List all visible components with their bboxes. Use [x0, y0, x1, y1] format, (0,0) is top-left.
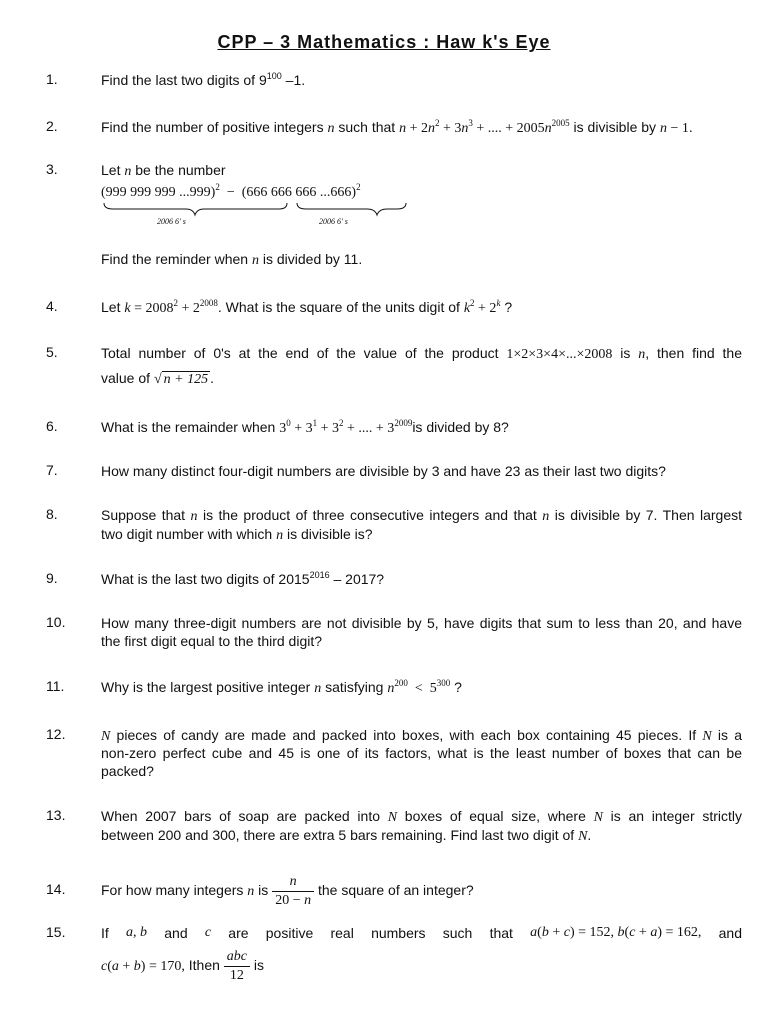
question-text: Let $k = 2008^2 + 2^{2008}$. What is the square of the units digit of $k^2 + 2^k$ ? — [101, 298, 513, 316]
math-expression: $n + 2n^2 + 3n^3$ + .... + $2005n^{2005}$ — [399, 118, 570, 136]
math-expression: $n^{200} < 5^{300}$ — [387, 678, 451, 696]
math-expression: (999 999 999 ...999)$^2$ − (666 666 666 ...666)$^2$ 2006 6' s 2006 6' s — [101, 185, 521, 225]
math-expression: a(b + c) = 152, b(c + a) = 162, — [530, 925, 702, 940]
question-text: Find the number of positive integers n such that $n + 2n^2 + 3n^3$ + .... + $2005n^{2005}$ is divisible by n − 1. — [101, 118, 693, 136]
question-text: For how many integers n is $\frac{n}{20 - n}$ the square of an integer? — [101, 874, 474, 908]
question-number: 9. — [46, 570, 58, 586]
question-text: non-zero perfect cube and 45 is one of its factors, what is the least number of boxes that can be — [101, 745, 742, 761]
question-number: 13. — [46, 807, 66, 823]
question-text: If a, b and c are positive real numbers such that a(b + c) = 152, b(c + a) = 162, and — [101, 925, 742, 941]
question-number: 5. — [46, 344, 58, 360]
underbrace-label: 2006 6' s — [319, 217, 348, 226]
question-text: Suppose that n is the product of three consecutive integers and that n is divisible by 7. Then largest — [101, 507, 743, 524]
question-text: Let n be the number — [101, 162, 226, 179]
question-number: 8. — [46, 506, 58, 522]
question-number: 4. — [46, 298, 58, 314]
question-number: 11. — [46, 678, 65, 694]
math-expression: $k = 2008^2 + 2^{2008}$ — [124, 298, 218, 316]
question-text: What is the remainder when $3^0 + 3^1 + 3^2$ + .... + $3^{2009}is$ divided by 8? — [101, 418, 509, 436]
question-3 — [0, 161, 768, 271]
question-number: 7. — [46, 462, 58, 478]
question-number: 15. — [46, 924, 66, 940]
math-expression: c(a + b) = 170, — [101, 959, 185, 975]
question-text: Why is the largest positive integer n satisfying $n^{200} < 5^{300}$ ? — [101, 678, 462, 696]
question-text: value of √ n + 125 . — [101, 370, 214, 387]
question-text: How many distinct four-digit numbers are divisible by 3 and have 23 as their last two digits? — [101, 463, 666, 479]
question-number: 3. — [46, 161, 58, 177]
question-text: What is the last two digits of $2015^{2016} - 2017$? — [101, 570, 385, 587]
question-text: packed? — [101, 763, 154, 779]
question-text: Total number of 0's at the end of the value of the product 1×2×3×4×...×2008 is n, then find the — [101, 345, 743, 362]
underbrace-graphic — [101, 201, 421, 225]
question-text: the first digit equal to the third digit? — [101, 633, 323, 649]
question-text: Find the last two digits of $9^{100}$ –1. — [101, 71, 306, 88]
question-text: c(a + b) = 170, Ithen $\frac{\text{abc}}{12}$ is — [101, 949, 265, 983]
math-expression: $3^0 + 3^1 + 3^2$ + .... + $3^{2009}$ — [279, 418, 413, 436]
question-number: 12. — [46, 726, 66, 742]
question-number: 6. — [46, 418, 58, 434]
question-text: two digit number with which n is divisible is? — [101, 526, 373, 543]
question-number: 10. — [46, 614, 66, 630]
math-expression: 1×2×3×4×...×2008 — [506, 347, 613, 362]
question-text: When 2007 bars of soap are packed into N boxes of equal size, where N is an integer strictly — [101, 808, 742, 825]
page-title: CPP – 3 Mathematics : Haw k's Eye — [217, 32, 551, 52]
underbrace-label: 2006 6' s — [157, 217, 186, 226]
question-text: How many three-digit numbers are not divisible by 5, have digits that sum to less than 20, and have — [101, 615, 742, 631]
question-number: 1. — [46, 71, 58, 87]
question-text: between 200 and 300, there are extra 5 bars remaining. Find last two digit of N. — [101, 827, 592, 844]
question-number: 2. — [46, 118, 58, 134]
math-fraction: $\frac{\text{abc}}{12}$ — [224, 948, 250, 985]
math-expression: √ n + 125 — [153, 372, 209, 387]
question-number: 14. — [46, 881, 66, 897]
question-text: Find the reminder when n is divided by 11. — [101, 251, 363, 268]
question-text: N pieces of candy are made and packed into boxes, with each box containing 45 pieces. If N is a — [101, 727, 742, 744]
math-fraction: $\frac{n}{20 - n}$ — [272, 873, 314, 910]
